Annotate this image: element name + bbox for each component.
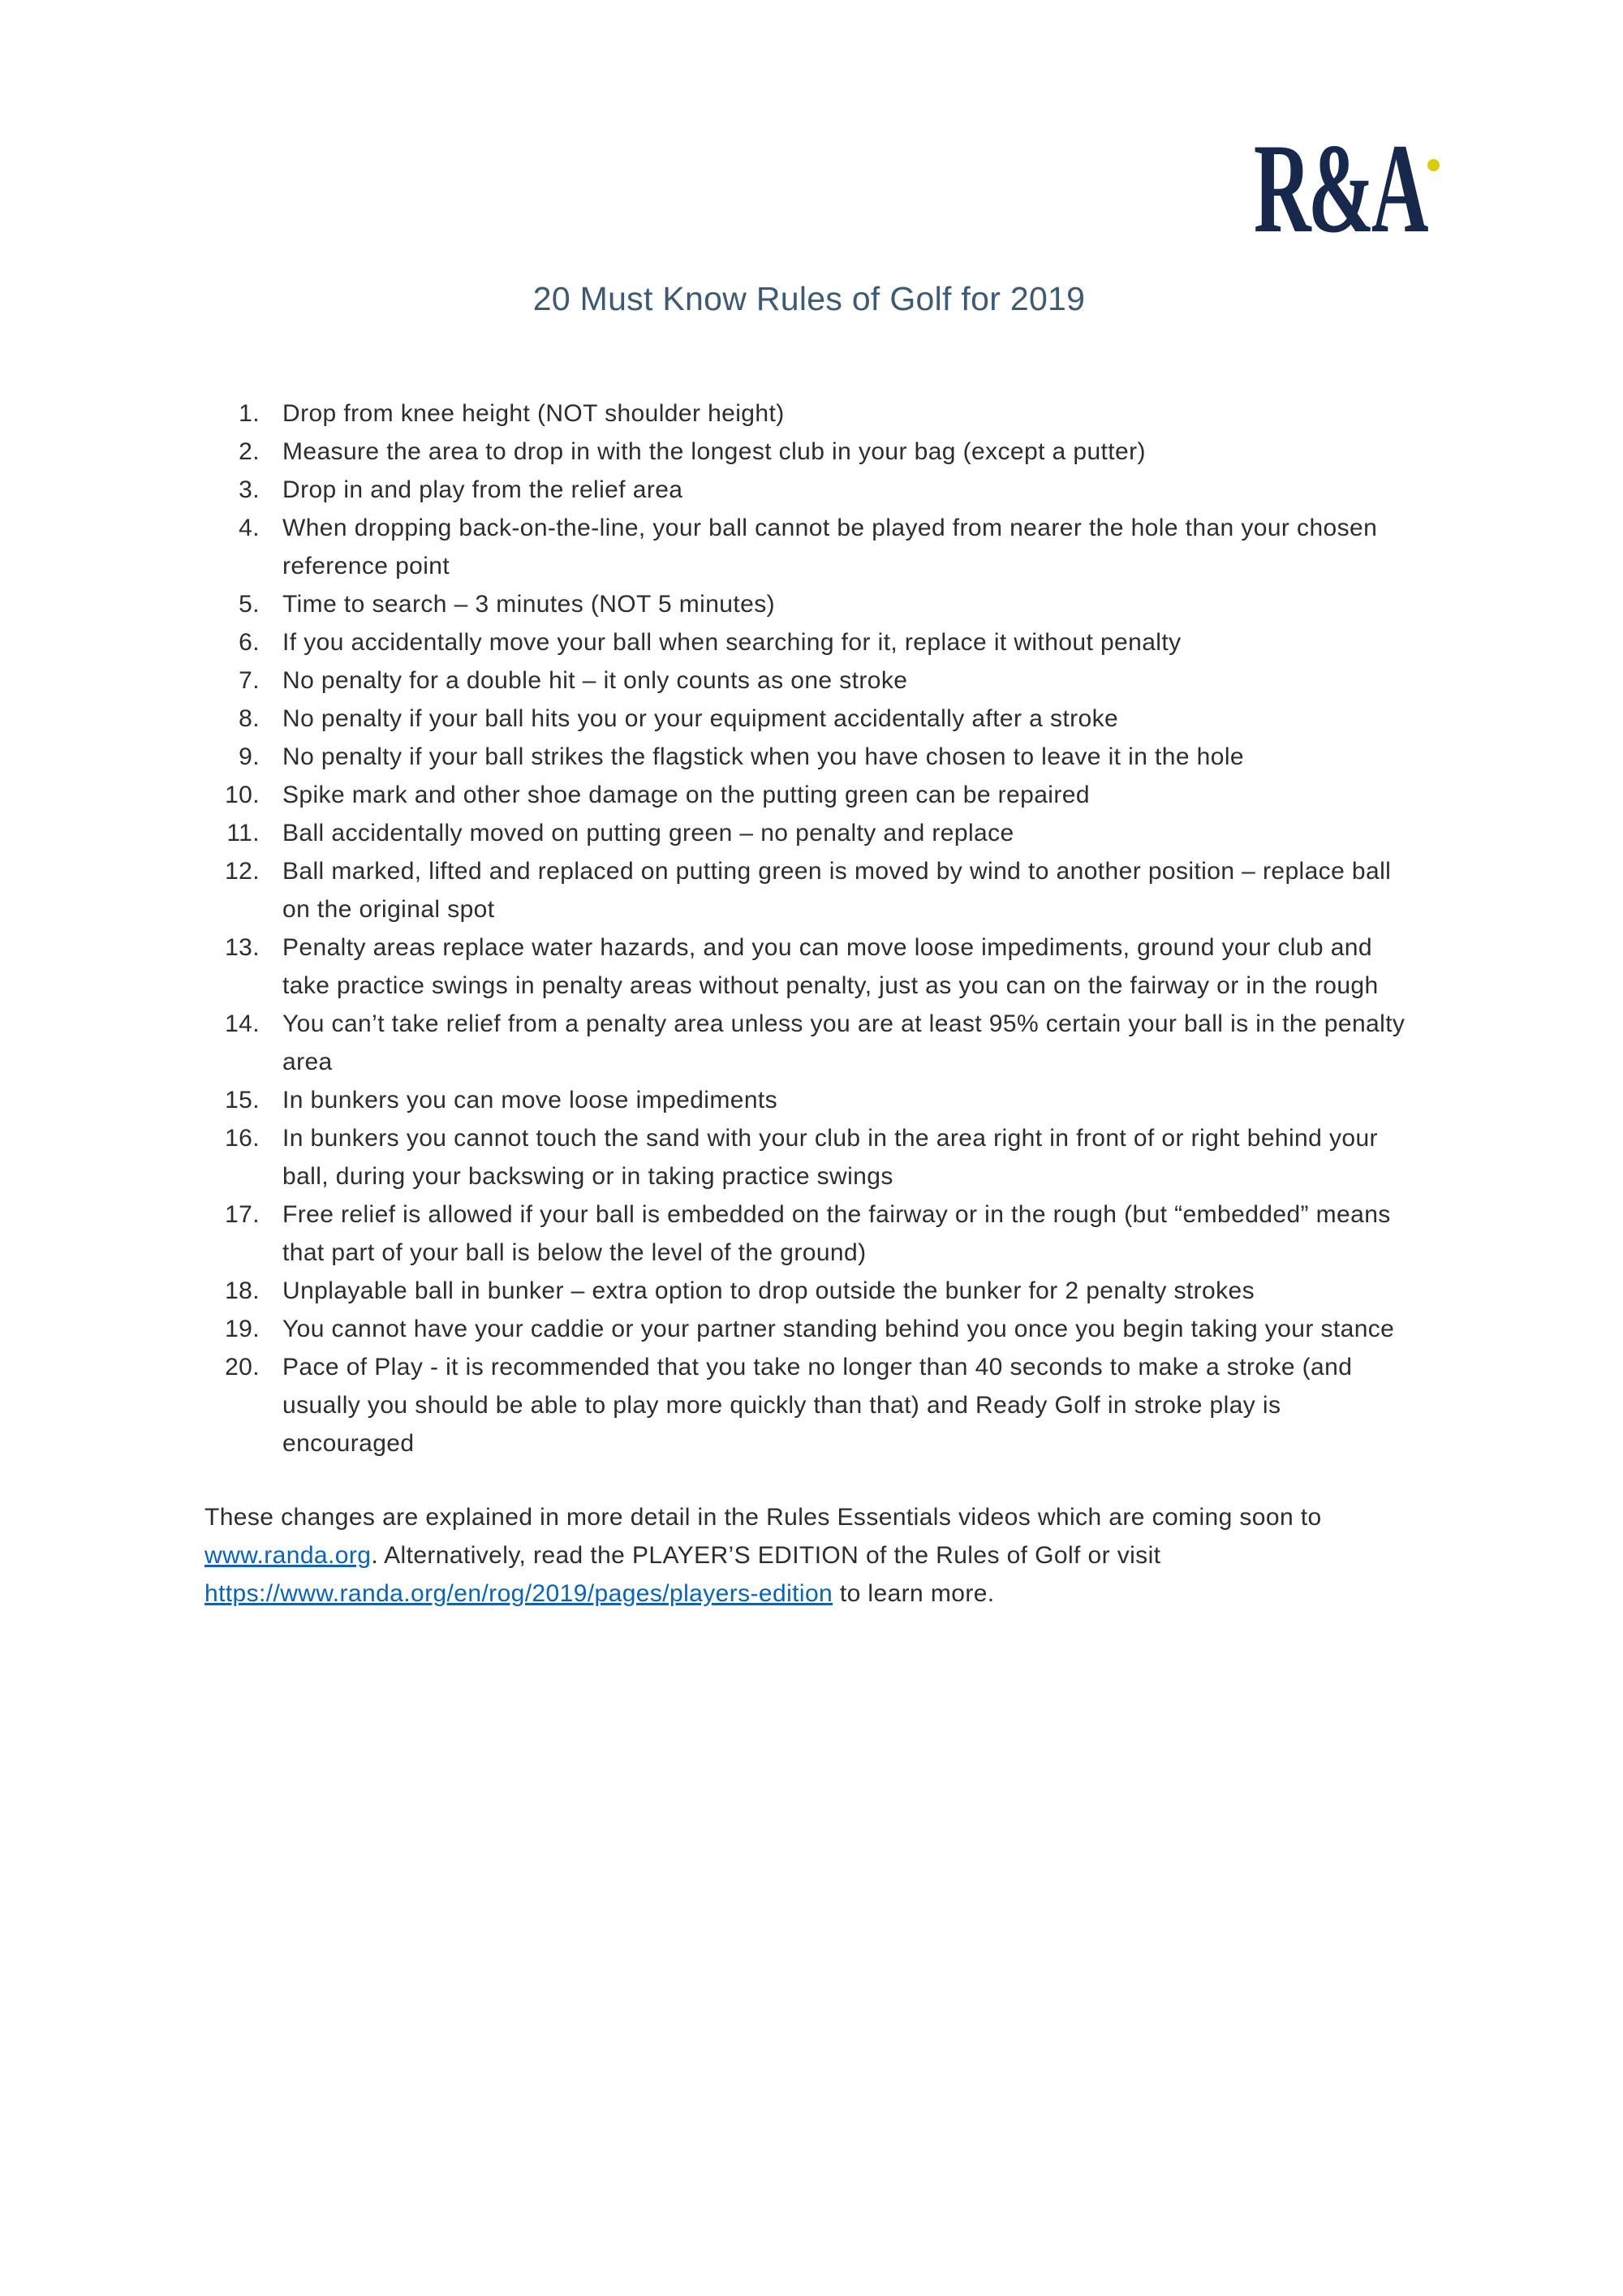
rule-text: Drop from knee height (NOT shoulder height) [282, 400, 785, 427]
footer-text: to learn more. [833, 1580, 995, 1607]
rule-number: 1. [239, 400, 260, 427]
rule-number: 19. [225, 1316, 260, 1342]
players-edition-link[interactable]: https://www.randa.org/en/rog/2019/pages/players-edition [204, 1580, 833, 1607]
rule-item [204, 776, 1414, 814]
rule-text: If you accidentally move your ball when searching for it, replace it without penalty [282, 629, 1182, 656]
rule-number: 16. [225, 1125, 260, 1152]
rule-item [204, 738, 1414, 776]
rule-item [204, 1348, 1414, 1462]
rule-text: No penalty for a double hit – it only counts as one stroke [282, 667, 908, 694]
rule-text: Ball accidentally moved on putting green – no penalty and replace [282, 820, 1014, 846]
rule-item [204, 661, 1414, 700]
footer-text: . Alternatively, read the PLAYER’S EDITION of the Rules of Golf or visit [371, 1542, 1161, 1569]
rule-item [204, 1272, 1414, 1310]
rule-item [204, 852, 1414, 928]
rule-number: 20. [225, 1354, 260, 1381]
rule-number: 15. [225, 1087, 260, 1114]
rule-item [204, 433, 1414, 471]
rules-list [204, 394, 1414, 1462]
rule-number: 14. [225, 1010, 260, 1037]
rule-item [204, 1310, 1414, 1348]
rule-item [204, 471, 1414, 509]
rule-item [204, 814, 1414, 852]
rule-item [204, 394, 1414, 433]
rule-text: Free relief is allowed if your ball is embedded on the fairway or in the rough (but “embedded” means that part of your ball is below the level of the ground) [282, 1201, 1391, 1266]
closing-paragraph [204, 1498, 1414, 1613]
rule-item [204, 585, 1414, 623]
rule-text: Penalty areas replace water hazards, and you can move loose impediments, ground your club and take practice swings in penalty areas without penalty, just as you can on the fairway or in the rough [282, 934, 1379, 999]
rule-number: 13. [225, 934, 260, 961]
rule-item [204, 623, 1414, 661]
rule-item [204, 1005, 1414, 1081]
rule-item [204, 1195, 1414, 1272]
rule-item [204, 700, 1414, 738]
rule-number: 8. [239, 705, 260, 732]
rule-item [204, 928, 1414, 1005]
rule-text: Unplayable ball in bunker – extra option to drop outside the bunker for 2 penalty strokes [282, 1277, 1255, 1304]
randa-org-link[interactable]: www.randa.org [204, 1542, 372, 1569]
rule-number: 5. [239, 591, 260, 618]
rule-text: You cannot have your caddie or your partner standing behind you once you begin taking your stance [282, 1316, 1395, 1342]
rule-number: 4. [239, 515, 260, 541]
rule-text: In bunkers you can move loose impediments [282, 1087, 778, 1114]
rule-text: Drop in and play from the relief area [282, 476, 683, 503]
rule-number: 9. [239, 743, 260, 770]
rule-text: Spike mark and other shoe damage on the putting green can be repaired [282, 782, 1090, 808]
rule-number: 3. [239, 476, 260, 503]
ra-logo-text: R&A [1254, 118, 1426, 260]
rule-item [204, 509, 1414, 585]
footer-text: These changes are explained in more detail in the Rules Essentials videos which are coming soon to [204, 1504, 1322, 1531]
ra-logo [1148, 118, 1426, 260]
rule-number: 6. [239, 629, 260, 656]
rule-item [204, 1081, 1414, 1119]
rule-text: When dropping back-on-the-line, your ball cannot be played from nearer the hole than your chosen reference point [282, 515, 1378, 579]
rule-text: No penalty if your ball hits you or your equipment accidentally after a stroke [282, 705, 1119, 732]
rule-number: 2. [239, 438, 260, 465]
rule-text: Time to search – 3 minutes (NOT 5 minutes) [282, 591, 775, 618]
rule-text: Measure the area to drop in with the longest club in your bag (except a putter) [282, 438, 1146, 465]
rule-text: In bunkers you cannot touch the sand with your club in the area right in front of or right behind your ball, during your backswing or in taking practice swings [282, 1125, 1378, 1190]
rule-text: Pace of Play - it is recommended that you take no longer than 40 seconds to make a stroke (and usually you should be able to play more quickly than that) and Ready Golf in stroke play is encouraged [282, 1354, 1353, 1457]
ra-logo-dot-icon [1427, 159, 1440, 171]
rule-number: 17. [225, 1201, 260, 1228]
rule-text: You can’t take relief from a penalty area unless you are at least 95% certain your ball is in the penalty area [282, 1010, 1406, 1075]
rule-item [204, 1119, 1414, 1195]
rule-number: 11. [226, 820, 260, 846]
rule-text: Ball marked, lifted and replaced on putting green is moved by wind to another position – replace ball on the original spot [282, 858, 1392, 923]
page-title: 20 Must Know Rules of Golf for 2019 [532, 280, 1086, 317]
rule-number: 7. [239, 667, 260, 694]
rule-number: 12. [225, 858, 260, 885]
rule-number: 10. [225, 782, 260, 808]
rule-text: No penalty if your ball strikes the flagstick when you have chosen to leave it in the hole [282, 743, 1244, 770]
rule-number: 18. [225, 1277, 260, 1304]
